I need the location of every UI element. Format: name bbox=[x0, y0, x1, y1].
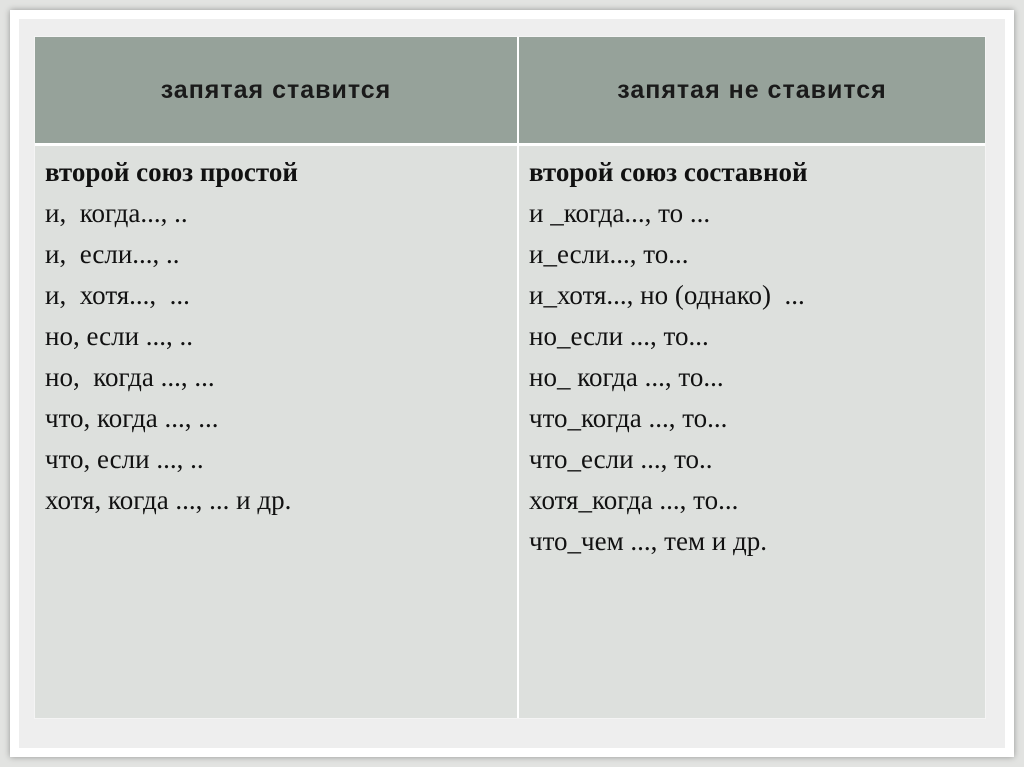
list-item: и _когда..., то ... bbox=[529, 198, 711, 228]
list-item: но_ когда ..., то... bbox=[529, 362, 724, 392]
list-item: что_чем ..., тем и др. bbox=[529, 526, 767, 556]
header-comma-placed: запятая ставится bbox=[160, 75, 392, 104]
column-divider bbox=[517, 37, 519, 718]
list-item: что, если ..., .. bbox=[45, 444, 204, 474]
list-item: и, хотя..., ... bbox=[45, 280, 190, 310]
right-column bbox=[529, 152, 808, 562]
list-item: что, когда ..., ... bbox=[45, 403, 219, 433]
list-item: и_если..., то... bbox=[529, 239, 689, 269]
table-header-row bbox=[35, 37, 985, 146]
list-item: и_хотя..., но (однако) ... bbox=[529, 280, 805, 310]
header-comma-not-placed: запятая не ставится bbox=[617, 75, 887, 104]
list-item: хотя, когда ..., ... и др. bbox=[45, 485, 292, 515]
list-item: хотя_когда ..., то... bbox=[529, 485, 739, 515]
left-column bbox=[45, 152, 298, 521]
list-item: но_если ..., то... bbox=[529, 321, 709, 351]
list-item: что_если ..., то.. bbox=[529, 444, 713, 474]
left-subheading: второй союз простой bbox=[45, 157, 298, 187]
list-item: и, если..., .. bbox=[45, 239, 180, 269]
list-item: но, если ..., .. bbox=[45, 321, 194, 351]
list-item: что_когда ..., то... bbox=[529, 403, 728, 433]
right-subheading: второй союз составной bbox=[529, 157, 808, 187]
list-item: но, когда ..., ... bbox=[45, 362, 215, 392]
list-item: и, когда..., .. bbox=[45, 198, 188, 228]
